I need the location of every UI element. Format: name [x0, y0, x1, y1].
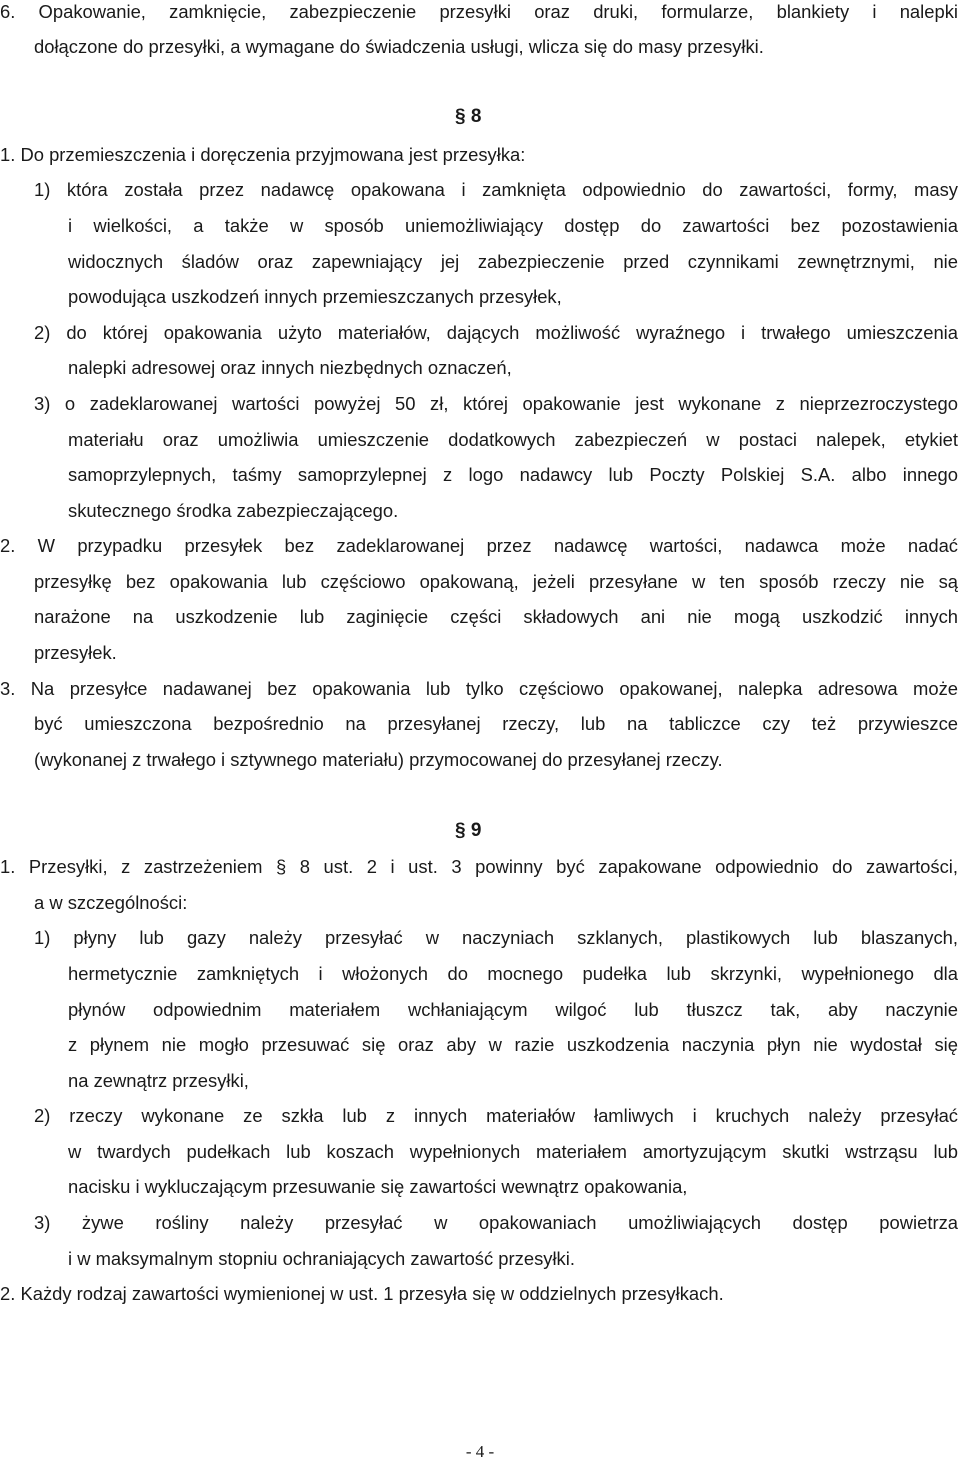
list-item-line: i wielkości, a także w sposób uniemożliwiający dostęp do zawartości bez pozostawienia [68, 215, 958, 236]
list-item-line: 1) która została przez nadawcę opakowana i zamknięta odpowiednio do zawartości, formy, masy [34, 179, 958, 200]
paragraph-line: 1. Przesyłki, z zastrzeżeniem § 8 ust. 2 i ust. 3 powinny być zapakowane odpowiednio do zawartości, [0, 856, 958, 877]
section-heading: § 8 [455, 106, 482, 127]
list-item-line: skutecznego środka zabezpieczającego. [68, 500, 399, 521]
list-item-line: 2) rzeczy wykonane ze szkła lub z innych materiałów łamliwych i kruchych należy przesyłać [34, 1105, 958, 1126]
list-item-line: 2) do której opakowania użyto materiałów, dających możliwość wyraźnego i trwałego umieszczenia [34, 322, 958, 343]
paragraph-line: 6. Opakowanie, zamknięcie, zabezpieczenie przesyłki oraz druki, formularze, blankiety i nalepki [0, 1, 958, 22]
list-item-line: 3) o zadeklarowanej wartości powyżej 50 zł, której opakowanie jest wykonane z nieprzezroczystego [34, 393, 958, 414]
list-item-line: w twardych pudełkach lub koszach wypełnionych materiałem amortyzującym skutki wstrząsu lub [68, 1141, 958, 1162]
list-item-line: z płynem nie mogło przesuwać się oraz aby w razie uszkodzenia naczynia płyn nie wydostał się [68, 1034, 958, 1055]
paragraph-line: być umieszczona bezpośrednio na przesyłanej rzeczy, lub na tabliczce czy też przywieszce [34, 713, 958, 734]
paragraph-line: a w szczególności: [34, 892, 188, 913]
paragraph-line: (wykonanej z trwałego i sztywnego materiału) przymocowanej do przesyłanej rzeczy. [34, 749, 723, 770]
paragraph-line: 1. Do przemieszczenia i doręczenia przyjmowana jest przesyłka: [0, 144, 526, 165]
list-item-line: 3) żywe rośliny należy przesyłać w opakowaniach umożliwiających dostęp powietrza [34, 1212, 958, 1233]
list-item-line: i w maksymalnym stopniu ochraniających zawartość przesyłki. [68, 1248, 575, 1269]
list-item-line: na zewnątrz przesyłki, [68, 1070, 249, 1091]
page-number: - 4 - [465, 1442, 495, 1461]
list-item-line: hermetycznie zamkniętych i włożonych do mocnego pudełka lub skrzynki, wypełnionego dla [68, 963, 958, 984]
list-item-line: płynów odpowiednim materiałem wchłaniającym wilgoć lub tłuszcz tak, aby naczynie [68, 999, 958, 1020]
paragraph-line: narażone na uszkodzenie lub zaginięcie części składowych ani nie mogą uszkodzić innych [34, 606, 958, 627]
list-item-line: nacisku i wykluczającym przesuwanie się zawartości wewnątrz opakowania, [68, 1176, 688, 1197]
paragraph-line: 3. Na przesyłce nadawanej bez opakowania lub tylko częściowo opakowanej, nalepka adresowa może [0, 678, 958, 699]
paragraph-line: przesyłkę bez opakowania lub częściowo opakowaną, jeżeli przesyłane w ten sposób rzeczy nie są [34, 571, 958, 592]
paragraph-line: dołączone do przesyłki, a wymagane do świadczenia usługi, wlicza się do masy przesyłki. [34, 36, 764, 57]
paragraph-line: przesyłek. [34, 642, 117, 663]
paragraph-line: 2. W przypadku przesyłek bez zadeklarowanej przez nadawcę wartości, nadawca może nadać [0, 535, 958, 556]
list-item-line: powodująca uszkodzeń innych przemieszczanych przesyłek, [68, 286, 562, 307]
list-item-line: samoprzylepnych, taśmy samoprzylepnej z logo nadawcy lub Poczty Polskiej S.A. albo innego [68, 464, 958, 485]
list-item-line: nalepki adresowej oraz innych niezbędnych oznaczeń, [68, 357, 512, 378]
section-heading: § 9 [455, 820, 482, 841]
paragraph-line: 2. Każdy rodzaj zawartości wymienionej w ust. 1 przesyła się w oddzielnych przesyłkach. [0, 1283, 724, 1304]
list-item-line: 1) płyny lub gazy należy przesyłać w naczyniach szklanych, plastikowych lub blaszanych, [34, 927, 958, 948]
list-item-line: materiału oraz umożliwia umieszczenie dodatkowych zabezpieczeń w postaci nalepek, etykiet [68, 429, 958, 450]
list-item-line: widocznych śladów oraz zapewniający jej zabezpieczenie przed czynnikami zewnętrznymi, nie [68, 251, 958, 272]
